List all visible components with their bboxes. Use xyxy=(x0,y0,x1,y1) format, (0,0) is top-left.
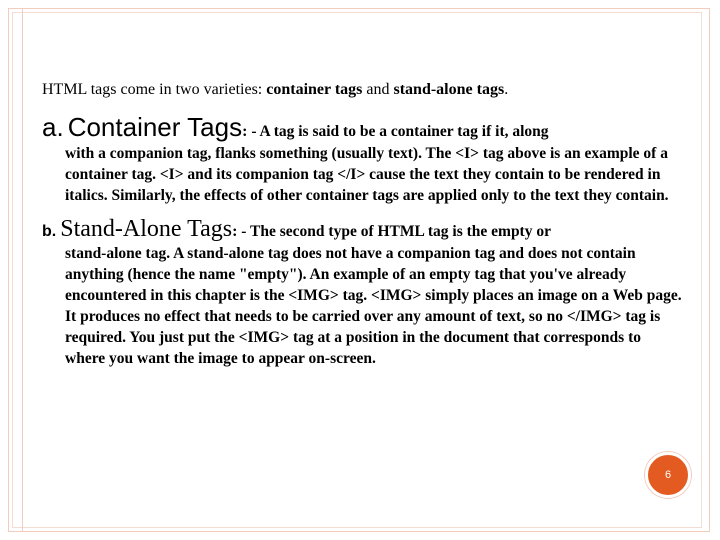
section-colon: : xyxy=(242,123,248,140)
slide-content xyxy=(42,78,682,369)
section-lead-text: - A tag is said to be a container tag if it, along xyxy=(247,123,549,140)
intro-paragraph xyxy=(42,78,682,102)
section-title: Stand-Alone Tags xyxy=(60,216,233,242)
section-heading xyxy=(42,112,682,143)
intro-stand-alone-tags: stand-alone tags xyxy=(393,81,505,98)
section-container-tags xyxy=(42,112,682,206)
section-body: stand-alone tag. A stand-alone tag does not have a companion tag and does not contain anything (hence the name "empty"). An example of an empty tag that you've already encountered in this chapter is the <IMG> tag. <IMG> simply places an image on a Web page. It produces no effect that needs to be carried over any amount of text, so no </IMG> tag is required. You just put the <IMG> tag at a position in the document that corresponds to where you want the image to appear on-screen. xyxy=(65,245,682,367)
section-stand-alone-tags xyxy=(42,216,682,369)
intro-mid: and xyxy=(362,81,394,98)
section-colon: : xyxy=(232,223,238,240)
intro-suffix: . xyxy=(504,81,509,98)
section-heading xyxy=(42,216,682,243)
section-title: Container Tags xyxy=(67,112,243,142)
section-body: with a companion tag, flanks something (usually text). The <I> tag above is an example of a container tag. <I> and its companion tag </I> cause the text they contain to be rendered in italics. Similarly, the effects of other container tags are applied only to the text they contain. xyxy=(65,145,669,204)
left-rule xyxy=(22,8,23,532)
section-lead-text: - The second type of HTML tag is the empty or xyxy=(237,223,551,240)
page-number-badge xyxy=(645,452,691,498)
intro-prefix: HTML tags come in two varieties: xyxy=(42,81,267,98)
intro-container-tags: container tags xyxy=(266,81,363,98)
page-number: 6 xyxy=(664,469,672,481)
section-letter: a. xyxy=(42,112,64,142)
section-letter: b. xyxy=(42,223,57,240)
